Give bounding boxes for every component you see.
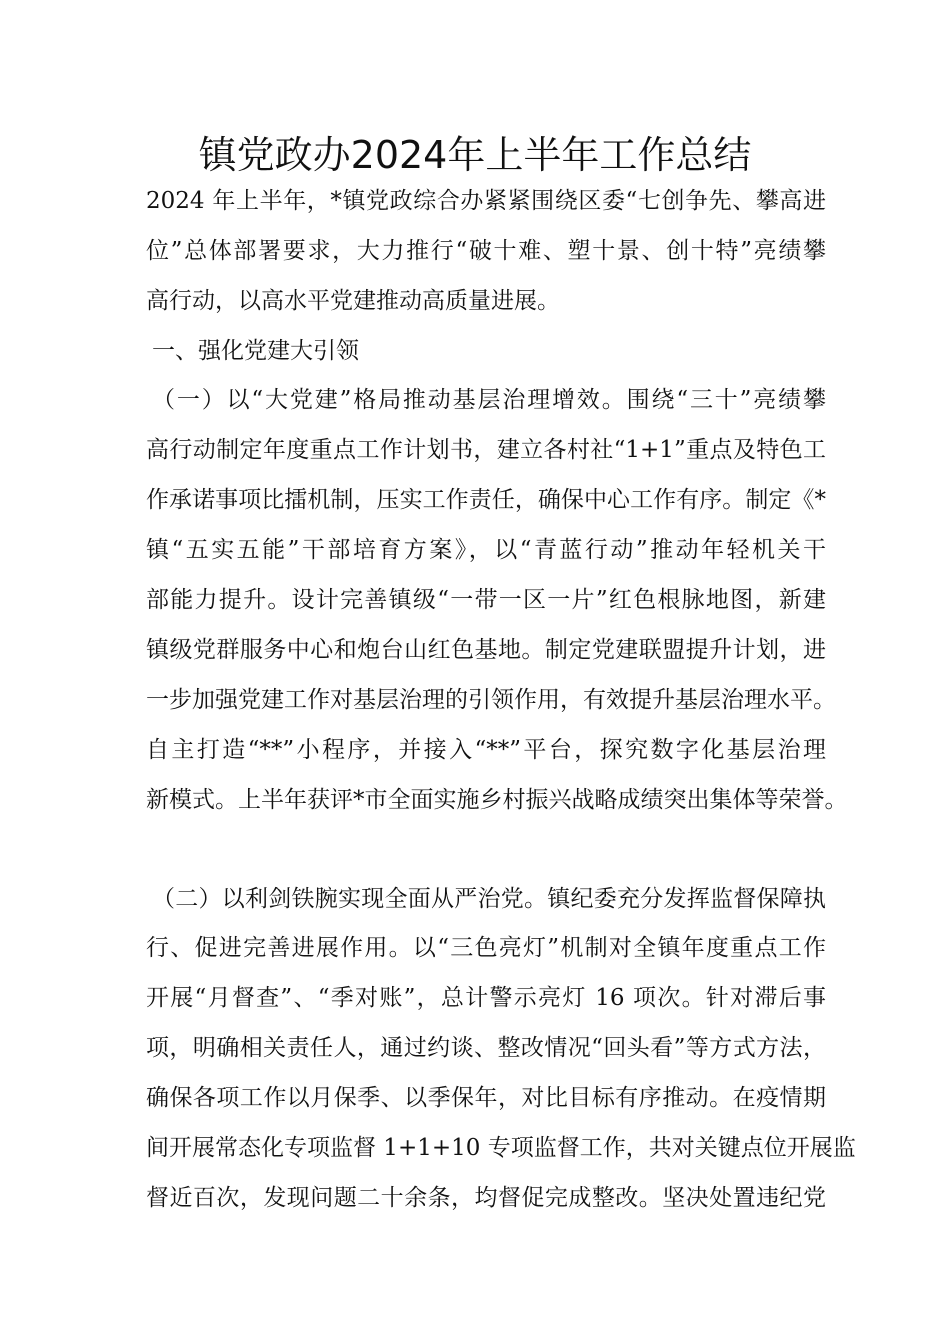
para1-line-1: （一）以“大党建”格局推动基层治理增效。围绕“三十”亮绩攀 bbox=[152, 387, 826, 413]
para1-line-5: 部能力提升。设计完善镇级“一带一区一片”红色根脉地图，新建 bbox=[146, 587, 826, 613]
para2-line-3: 开展“月督查”、“季对账”，总计警示亮灯 16 项次。针对滞后事 bbox=[146, 985, 826, 1011]
para1-line-9: 新模式。上半年获评*市全面实施乡村振兴战略成绩突出集体等荣誉。 bbox=[146, 787, 848, 813]
para2-line-5: 确保各项工作以月保季、以季保年，对比目标有序推动。在疫情期 bbox=[146, 1085, 826, 1111]
para1-line-3: 作承诺事项比擂机制，压实工作责任，确保中心工作有序。制定《* bbox=[146, 487, 826, 513]
section-heading: 一、强化党建大引领 bbox=[152, 338, 359, 364]
para1-line-8: 自主打造“**”小程序，并接入“**”平台，探究数字化基层治理 bbox=[146, 737, 826, 763]
document-title: 镇党政办2024年上半年工作总结 bbox=[198, 133, 752, 177]
para2-line-2: 行、促进完善进展作用。以“三色亮灯”机制对全镇年度重点工作 bbox=[146, 935, 826, 961]
intro-line-2: 位”总体部署要求，大力推行“破十难、塑十景、创十特”亮绩攀 bbox=[146, 238, 826, 264]
para1-line-6: 镇级党群服务中心和炮台山红色基地。制定党建联盟提升计划，进 bbox=[146, 637, 826, 663]
para2-line-4: 项，明确相关责任人，通过约谈、整改情况“回头看”等方式方法， bbox=[146, 1035, 826, 1061]
para1-line-4: 镇“五实五能”干部培育方案》，以“青蓝行动”推动年轻机关干 bbox=[146, 537, 826, 563]
para1-line-7: 一步加强党建工作对基层治理的引领作用，有效提升基层治理水平。 bbox=[146, 687, 836, 713]
para2-line-7: 督近百次，发现问题二十余条，均督促完成整改。坚决处置违纪党 bbox=[146, 1185, 826, 1211]
intro-line-3: 高行动，以高水平党建推动高质量进展。 bbox=[146, 288, 560, 314]
intro-line-1: 2024 年上半年，*镇党政综合办紧紧围绕区委“七创争先、攀高进 bbox=[146, 188, 826, 214]
para2-line-1: （二）以利剑铁腕实现全面从严治党。镇纪委充分发挥监督保障执 bbox=[152, 886, 826, 912]
para1-line-2: 高行动制定年度重点工作计划书，建立各村社“1+1”重点及特色工 bbox=[146, 437, 826, 463]
para2-line-6: 间开展常态化专项监督 1+1+10 专项监督工作，共对关键点位开展监 bbox=[146, 1135, 856, 1161]
